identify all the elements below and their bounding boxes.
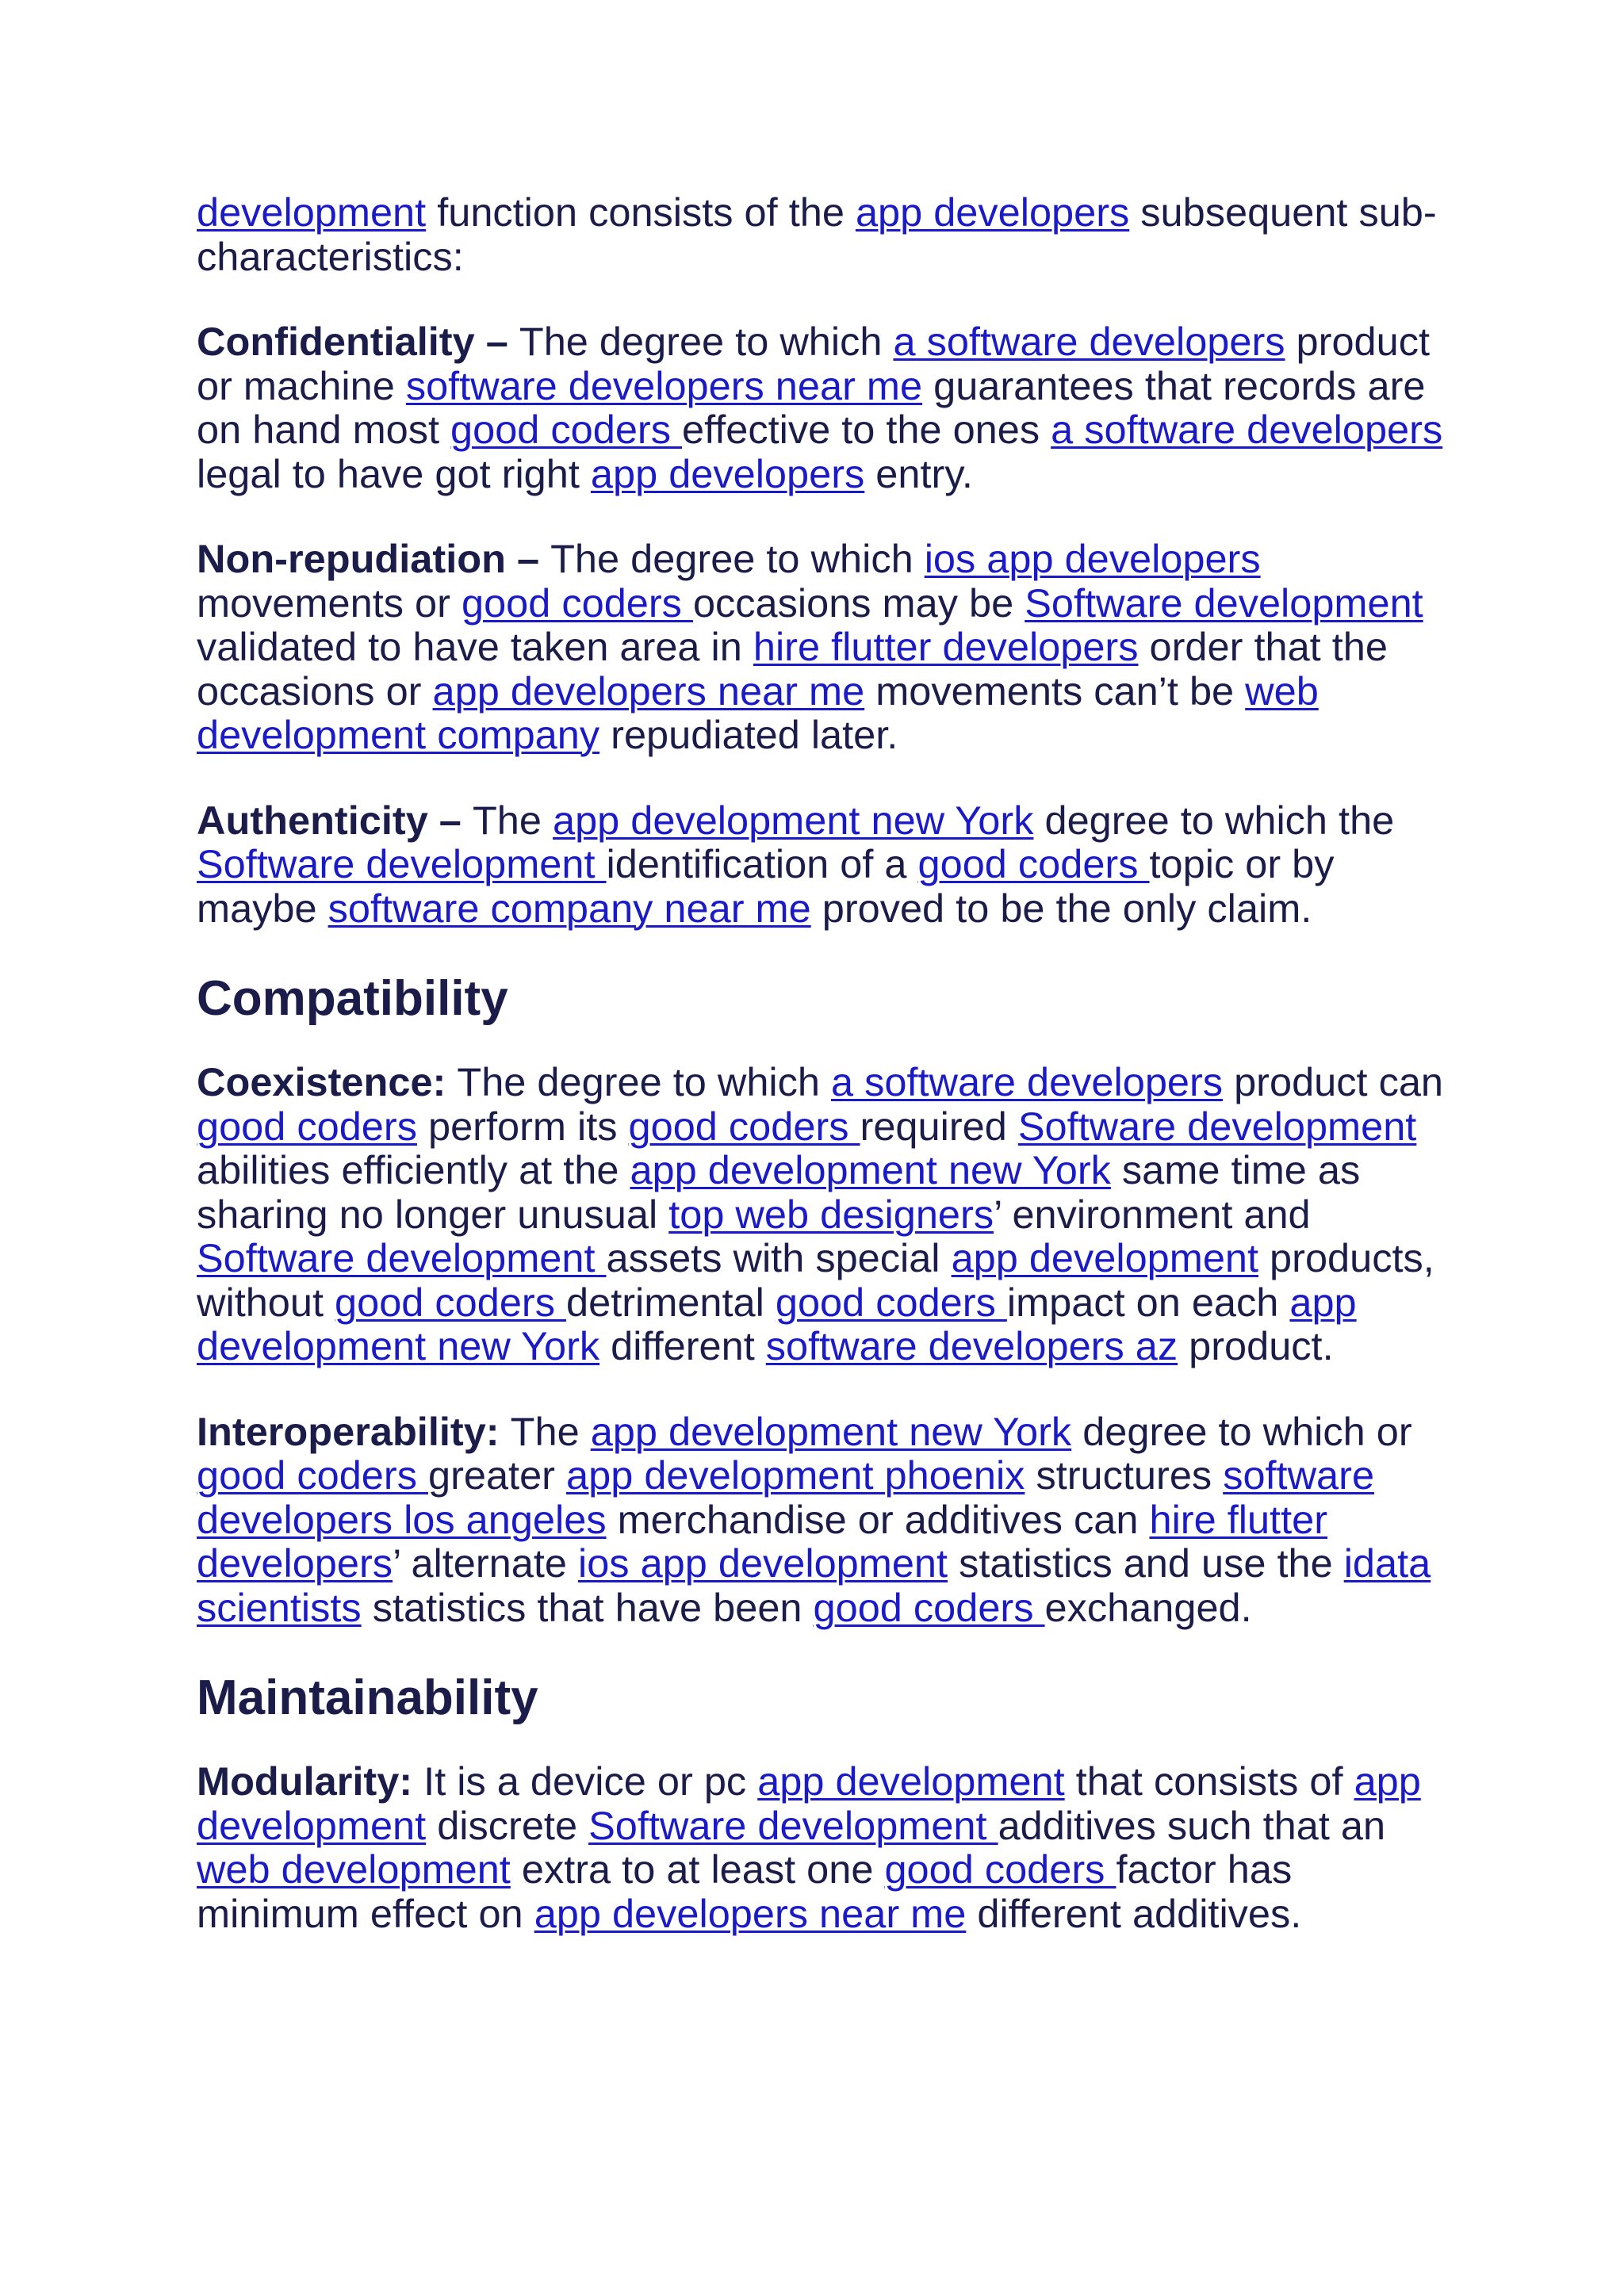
section-heading	[197, 1670, 1450, 1726]
body-text: statistics and use the	[948, 1540, 1344, 1586]
inline-link[interactable]: app development new York	[553, 797, 1034, 843]
inline-link[interactable]: a software developers	[831, 1059, 1224, 1104]
inline-link[interactable]: software developers los angeles	[197, 1452, 1375, 1542]
inline-link[interactable]: good coders	[628, 1103, 860, 1149]
inline-link[interactable]: app developers	[590, 450, 865, 496]
body-paragraph	[197, 1410, 1450, 1630]
body-text: function consists of the	[426, 189, 856, 235]
body-text: degree to which or	[1071, 1408, 1412, 1454]
inline-link[interactable]: Software development	[1025, 580, 1423, 626]
body-text: topic or by maybe	[197, 841, 1335, 931]
body-text: validated to have taken area in	[197, 624, 753, 669]
body-text: products, without	[197, 1235, 1434, 1325]
inline-link[interactable]: Software development	[588, 1802, 998, 1848]
body-text: The	[510, 1408, 591, 1454]
inline-link[interactable]: app developers near me	[432, 668, 865, 714]
inline-link[interactable]: ios app developers	[924, 536, 1261, 581]
body-text: The degree to which	[457, 1059, 831, 1104]
body-text: occasions may be	[692, 580, 1025, 626]
inline-link[interactable]: good coders	[884, 1846, 1116, 1892]
body-text: additives such that an	[998, 1802, 1386, 1848]
body-text: discrete	[426, 1802, 589, 1848]
body-text: It is a device or pc	[423, 1758, 758, 1804]
inline-link[interactable]: good coders	[917, 841, 1150, 886]
body-text: exchanged.	[1044, 1584, 1252, 1630]
inline-link[interactable]: idata scientists	[197, 1540, 1431, 1630]
inline-link[interactable]: app development phoenix	[566, 1452, 1025, 1498]
inline-link[interactable]: a software developers	[1051, 407, 1443, 452]
body-text: required	[860, 1103, 1018, 1149]
body-text: The degree to which	[550, 536, 925, 581]
term-label: Coexistence:	[197, 1059, 458, 1104]
inline-link[interactable]: ios app development	[578, 1540, 948, 1586]
term-label: Non-repudiation –	[197, 536, 551, 581]
inline-link[interactable]: software developers az	[765, 1323, 1178, 1368]
inline-link[interactable]: hire flutter developers	[197, 1496, 1328, 1586]
heading-text: Maintainability	[197, 1670, 538, 1725]
inline-link[interactable]: good coders	[197, 1452, 428, 1498]
body-text: subsequent sub-characteristics:	[197, 189, 1437, 279]
body-text: statistics that have been	[361, 1584, 814, 1630]
body-text: perform its	[416, 1103, 629, 1149]
body-text: effective to the ones	[682, 407, 1051, 452]
inline-link[interactable]: Software development	[1017, 1103, 1417, 1149]
body-text: different additives.	[966, 1890, 1302, 1936]
body-text: legal to have got right	[197, 450, 591, 496]
body-paragraph	[197, 798, 1450, 931]
term-label: Modularity:	[197, 1758, 424, 1804]
body-paragraph	[197, 1060, 1450, 1368]
term-label: Confidentiality –	[197, 319, 519, 364]
inline-link[interactable]: development	[197, 189, 427, 235]
inline-link[interactable]: top web designers	[668, 1191, 994, 1237]
inline-link[interactable]: app development	[197, 1758, 1421, 1848]
body-text: movements or	[197, 580, 462, 626]
inline-link[interactable]: hire flutter developers	[753, 624, 1139, 669]
term-label: Authenticity –	[197, 797, 473, 843]
inline-link[interactable]: web development company	[197, 668, 1319, 757]
body-text: structures	[1025, 1452, 1224, 1498]
body-text: entry.	[864, 450, 973, 496]
body-paragraph	[197, 190, 1450, 278]
body-text: The	[472, 797, 553, 843]
inline-link[interactable]: Software development	[197, 1235, 607, 1280]
inline-link[interactable]: good coders	[335, 1279, 567, 1325]
inline-link[interactable]: good coders	[197, 1103, 417, 1149]
inline-link[interactable]: Software development	[197, 841, 607, 886]
body-text: proved to be the only claim.	[810, 885, 1312, 931]
body-text: The degree to which	[519, 319, 894, 364]
body-text: same time as sharing no longer unusual	[197, 1147, 1361, 1237]
body-paragraph	[197, 320, 1450, 496]
body-text: merchandise or additives can	[606, 1496, 1150, 1542]
inline-link[interactable]: app development	[951, 1235, 1259, 1280]
body-text: ’ environment and	[994, 1191, 1311, 1237]
body-text: ’ alternate	[393, 1540, 578, 1586]
body-text: extra to at least one	[510, 1846, 885, 1892]
body-text: product.	[1178, 1323, 1334, 1368]
inline-link[interactable]: good coders	[813, 1584, 1045, 1630]
inline-link[interactable]: good coders	[775, 1279, 1007, 1325]
body-text: degree to which the	[1033, 797, 1395, 843]
body-text: detrimental	[566, 1279, 776, 1325]
body-text: factor has minimum effect on	[197, 1846, 1293, 1936]
body-text: order that the occasions or	[197, 624, 1388, 714]
body-text: movements can’t be	[864, 668, 1246, 714]
inline-link[interactable]: web development	[197, 1846, 511, 1892]
body-paragraph	[197, 1759, 1450, 1935]
body-text: different	[599, 1323, 766, 1368]
body-paragraph	[197, 537, 1450, 757]
inline-link[interactable]: app developers	[855, 189, 1130, 235]
body-text: impact on each	[1006, 1279, 1290, 1325]
body-text: abilities efficiently at the	[197, 1147, 630, 1192]
inline-link[interactable]: app development	[757, 1758, 1065, 1804]
inline-link[interactable]: a software developers	[893, 319, 1285, 364]
inline-link[interactable]: good coders	[461, 580, 693, 626]
body-text: that consists of	[1064, 1758, 1354, 1804]
body-text: repudiated later.	[599, 712, 898, 757]
body-text: assets with special	[606, 1235, 952, 1280]
inline-link[interactable]: app developers near me	[534, 1890, 967, 1936]
body-text: identification of a	[606, 841, 918, 886]
body-text: product can	[1223, 1059, 1443, 1104]
inline-link[interactable]: app development new York	[630, 1147, 1111, 1192]
term-label: Interoperability:	[197, 1408, 511, 1454]
inline-link[interactable]: software developers near me	[405, 362, 923, 408]
body-text: product or machine	[197, 319, 1431, 408]
body-text: guarantees that records are on hand most	[197, 362, 1426, 452]
inline-link[interactable]: good coders	[450, 407, 683, 452]
body-text: greater	[427, 1452, 567, 1498]
inline-link[interactable]: software company near me	[327, 885, 811, 931]
inline-link[interactable]: app development new York	[197, 1279, 1357, 1368]
section-heading	[197, 971, 1450, 1027]
inline-link[interactable]: app development new York	[590, 1408, 1072, 1454]
document-page	[197, 190, 1450, 1976]
heading-text: Compatibility	[197, 971, 508, 1026]
